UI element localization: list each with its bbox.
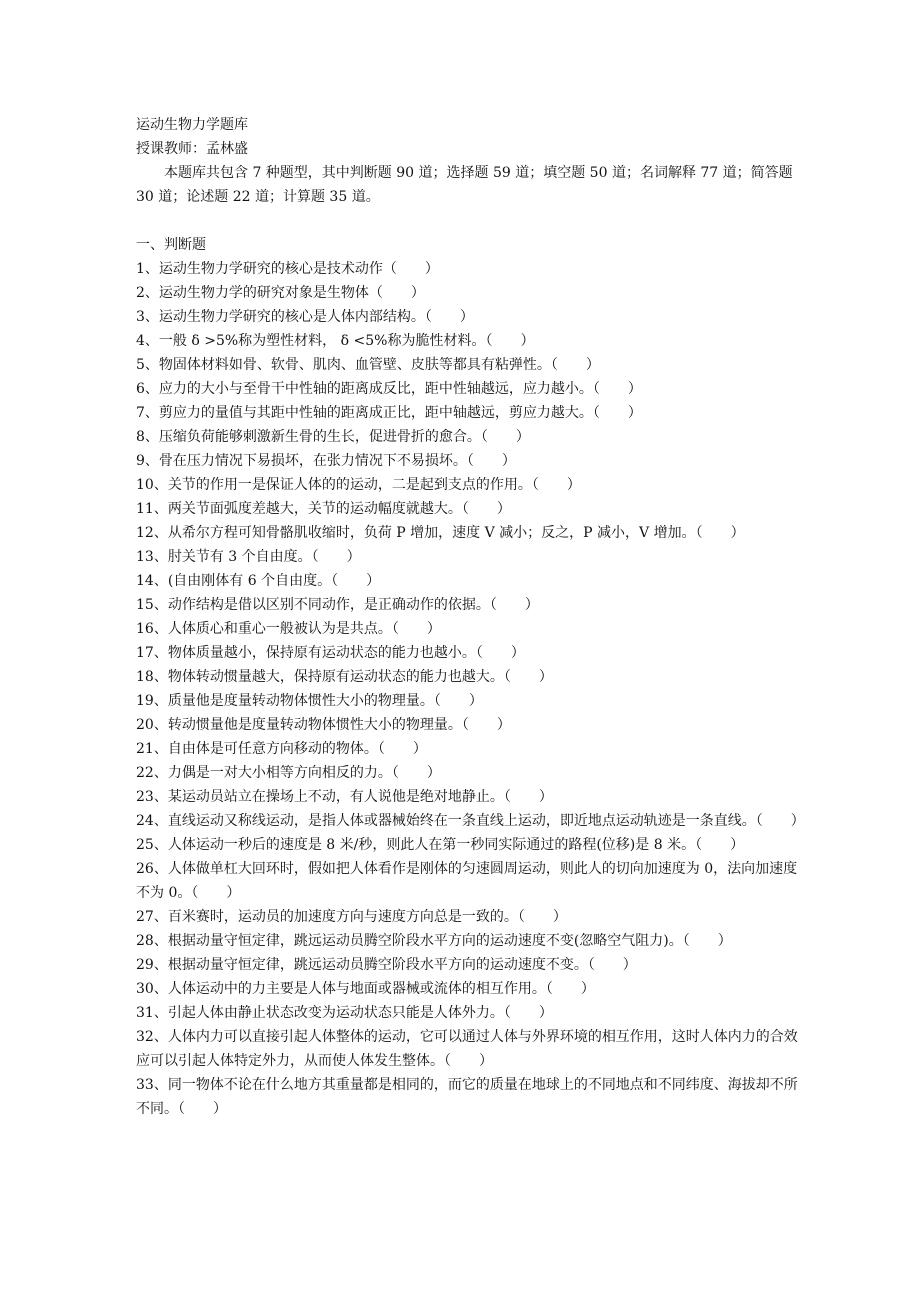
question-item: 31、引起人体由静止状态改变为运动状态只能是人体外力。（ ）	[136, 1005, 553, 1021]
question-item: 22、力偶是一对大小相等方向相反的力。（ ）	[136, 765, 441, 781]
question-item: 30、人体运动中的力主要是人体与地面或器械或流体的相互作用。（ ）	[136, 981, 595, 997]
question-item: 7、剪应力的量值与其距中性轴的距离成正比，距中轴越远，剪应力越大。（ ）	[136, 405, 642, 421]
teacher-line: 授课教师：孟林盛	[136, 141, 248, 157]
question-item: 8、压缩负荷能够刺激新生骨的生长，促进骨折的愈合。（ ）	[136, 429, 530, 445]
question-item: 23、某运动员站立在操场上不动，有人说他是绝对地静止。（ ）	[136, 789, 553, 805]
question-item: 12、从希尔方程可知骨骼肌收缩时，负荷 P 增加，速度 V 减小；反之，P 减小，V 增加。（ ）	[136, 525, 745, 541]
question-item: 15、动作结构是借以区别不同动作，是正确动作的依据。（ ）	[136, 597, 539, 613]
question-item: 11、两关节面弧度差越大，关节的运动幅度就越大。（ ）	[136, 501, 511, 517]
document-title: 运动生物力学题库	[136, 117, 248, 133]
question-item: 32、人体内力可以直接引起人体整体的运动，它可以通过人体与外界环境的相互作用，这时人体内力的合效应可以引起人体特定外力，从而使人体发生整体。（ ）	[136, 1029, 798, 1069]
question-item: 4、一般 δ >5%称为塑性材料， δ <5%称为脆性材料。（ ）	[136, 333, 535, 349]
question-item: 10、关节的作用一是保证人体的的运动，二是起到支点的作用。（ ）	[136, 477, 581, 493]
question-item: 5、物固体材料如骨、软骨、肌肉、血管壁、皮肤等都具有粘弹性。（ ）	[136, 357, 600, 373]
question-item: 33、同一物体不论在什么地方其重量都是相同的，而它的质量在地球上的不同地点和不同纬度、海拔却不所不同。（ ）	[136, 1077, 798, 1117]
question-item: 17、物体质量越小，保持原有运动状态的能力也越小。（ ）	[136, 645, 525, 661]
section-title: 一、判断题	[136, 237, 206, 253]
question-item: 27、百米赛时，运动员的加速度方向与速度方向总是一致的。（ ）	[136, 909, 567, 925]
question-item: 3、运动生物力学研究的核心是人体内部结构。（ ）	[136, 309, 474, 325]
question-item: 25、人体运动一秒后的速度是 8 米/秒，则此人在第一秒同实际通过的路程(位移)是 8 米。（ ）	[136, 837, 745, 853]
question-item: 16、人体质心和重心一般被认为是共点。（ ）	[136, 621, 441, 637]
question-item: 26、人体做单杠大回环时，假如把人体看作是刚体的匀速圆周运动，则此人的切向加速度为 0，法向加速度不为 0。（ ）	[136, 861, 798, 901]
question-item: 21、自由体是可任意方向移动的物体。（ ）	[136, 741, 427, 757]
question-item: 6、应力的大小与至骨干中性轴的距离成反比，距中性轴越远，应力越小。（ ）	[136, 381, 642, 397]
question-item: 24、直线运动又称线运动，是指人体或器械始终在一条直线上运动，即近地点运动轨迹是一条直线。（ ）	[136, 813, 805, 829]
question-list	[136, 257, 808, 1121]
document-page	[136, 113, 808, 1121]
question-item: 9、骨在压力情况下易损坏，在张力情况下不易损坏。（ ）	[136, 453, 516, 469]
question-item: 2、运动生物力学的研究对象是生物体（ ）	[136, 285, 425, 301]
question-item: 28、根据动量守恒定律，跳远运动员腾空阶段水平方向的运动速度不变(忽略空气阻力)。（ ）	[136, 933, 732, 949]
blank-line	[136, 209, 808, 233]
question-item: 19、质量他是度量转动物体惯性大小的物理量。（ ）	[136, 693, 483, 709]
question-item: 18、物体转动惯量越大，保持原有运动状态的能力也越大。（ ）	[136, 669, 553, 685]
question-item: 1、运动生物力学研究的核心是技术动作（ ）	[136, 261, 439, 277]
question-item: 14、(自由刚体有 6 个自由度。（ ）	[136, 573, 381, 589]
question-item: 20、转动惯量他是度量转动物体惯性大小的物理量。（ ）	[136, 717, 511, 733]
intro-paragraph: 本题库共包含 7 种题型，其中判断题 90 道；选择题 59 道；填空题 50 道；名词解释 77 道；简答题 30 道；论述题 22 道；计算题 35 道。	[136, 165, 798, 205]
question-item: 29、根据动量守恒定律，跳远运动员腾空阶段水平方向的运动速度不变。（ ）	[136, 957, 637, 973]
question-item: 13、肘关节有 3 个自由度。（ ）	[136, 549, 361, 565]
